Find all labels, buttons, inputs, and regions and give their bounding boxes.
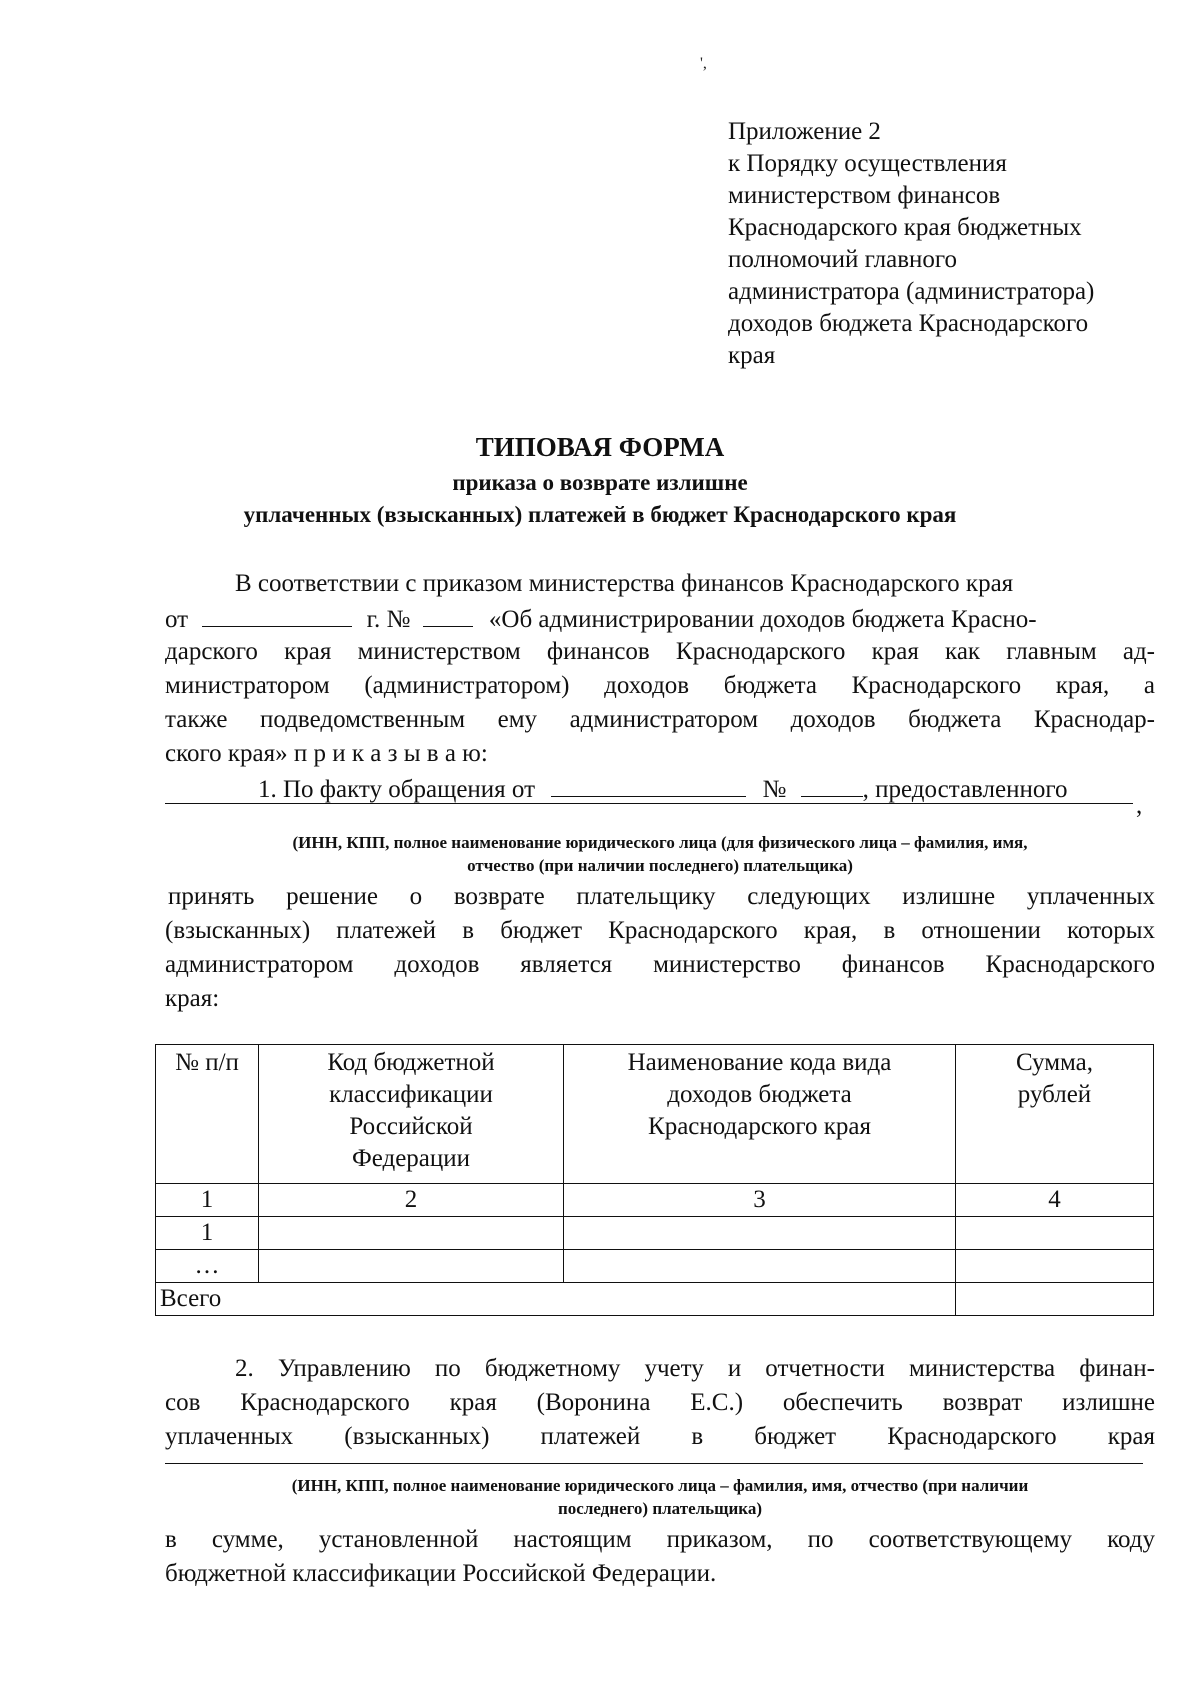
table-total-row: [156, 1283, 1154, 1316]
item2-line-3: уплаченных (взысканных) платежей в бюджет Краснодарского края: [165, 1423, 1155, 1450]
table-row: [156, 1250, 1154, 1283]
item1-decision-line-1: принять решение о возврате плательщику следующих излишне уплаченных: [168, 883, 1155, 910]
header-income-name-line: Наименование кода вида: [627, 1049, 892, 1076]
request-number-blank: [801, 774, 863, 797]
item2-line-1: 2. Управлению по бюджетному учету и отчетности министерства финан-: [235, 1355, 1155, 1382]
table-cell: 1: [156, 1184, 259, 1217]
item1-number-label: №: [762, 776, 787, 803]
para1-line-4: министратором (администратором) доходов бюджета Краснодарского края, а: [165, 672, 1155, 699]
document-subtitle-2: уплаченных (взысканных) платежей в бюджет Краснодарского края: [243, 502, 957, 527]
item2-line-5: бюджетной классификации Российской Федерации.: [165, 1560, 717, 1587]
payer-note-line-2: отчество (при наличии последнего) плательщика): [467, 856, 853, 875]
para1-line-3: дарского края министерством финансов Краснодарского края как главным ад-: [165, 638, 1155, 665]
appendix-line: доходов бюджета Краснодарского: [728, 310, 1089, 337]
table-total-label: Всего: [156, 1283, 956, 1316]
item2-line-2: сов Краснодарского края (Воронина Е.С.) обеспечить возврат излишне: [165, 1389, 1155, 1416]
payer-blank-line-2: [165, 1463, 1143, 1464]
item1-decision-line-3: администратором доходов является министерство финансов Краснодарского: [165, 951, 1155, 978]
header-budget-code-line: Российской: [349, 1113, 473, 1140]
appendix-line: Краснодарского края бюджетных: [728, 214, 1082, 241]
table-cell: 3: [564, 1184, 956, 1217]
header-income-name-line: Краснодарского края: [648, 1113, 871, 1140]
header-amount-line: рублей: [1017, 1081, 1092, 1108]
item1-line: [258, 774, 1158, 804]
table-row: [156, 1217, 1154, 1250]
scan-mark: ',: [700, 55, 707, 72]
payer-blank-line: [165, 803, 1133, 804]
header-income-name: [564, 1045, 956, 1184]
appendix-header: [728, 116, 1188, 372]
date-blank: [202, 604, 352, 627]
item1-decision-line-4: края:: [165, 985, 220, 1012]
table-column-number-row: [156, 1184, 1154, 1217]
header-budget-code-line: Федерации: [351, 1145, 471, 1172]
appendix-line: Приложение 2: [728, 118, 881, 145]
header-amount-line: Сумма,: [1015, 1049, 1094, 1076]
table-cell: [956, 1217, 1154, 1250]
table-cell: [564, 1250, 956, 1283]
para1-line-6: ского края» п р и к а з ы в а ю:: [165, 740, 488, 767]
table-cell: [259, 1217, 564, 1250]
appendix-line: к Порядку осуществления: [728, 150, 1007, 177]
request-date-blank: [551, 774, 746, 797]
header-number: [156, 1045, 259, 1184]
appendix-line: края: [728, 342, 776, 369]
para1-order-title: «Об администрировании доходов бюджета Красно-: [488, 606, 1037, 633]
item1-decision-line-2: (взысканных) платежей в бюджет Краснодарского края, в отношении которых: [165, 917, 1155, 944]
appendix-line: министерством финансов: [728, 182, 1001, 209]
table-cell: [956, 1283, 1154, 1316]
header-budget-code-line: классификации: [329, 1081, 493, 1108]
para1-number-label: г. №: [366, 606, 411, 633]
document-subtitle-1: приказа о возврате излишне: [452, 470, 748, 495]
appendix-line: администратора (администратора): [728, 278, 1095, 305]
appendix-line: полномочий главного: [728, 246, 958, 273]
number-blank: [423, 604, 473, 627]
table-cell: …: [156, 1250, 259, 1283]
document-title: ТИПОВАЯ ФОРМА: [475, 432, 725, 462]
payer-note-2-line-2: последнего) плательщика): [557, 1499, 762, 1518]
header-income-name-line: доходов бюджета: [667, 1081, 852, 1108]
payer-note-2-line-1: (ИНН, КПП, полное наименование юридического лица – фамилия, имя, отчество (при наличии: [291, 1476, 1029, 1495]
para1-line-5: также подведомственным ему администратором доходов бюджета Краснодар-: [165, 706, 1155, 733]
table-cell: 4: [956, 1184, 1154, 1217]
payer-comma: ,: [1136, 792, 1143, 819]
para1-from: от: [165, 606, 189, 633]
table-cell: 1: [156, 1217, 259, 1250]
header-budget-code-line: Код бюджетной: [327, 1049, 495, 1076]
table-cell: [259, 1250, 564, 1283]
item1-request-label: 1. По факту обращения от: [258, 776, 536, 803]
para1-line-1: В соответствии с приказом министерства финансов Краснодарского края: [235, 570, 1014, 597]
table-cell: [956, 1250, 1154, 1283]
table-cell: 2: [259, 1184, 564, 1217]
item2-line-4: в сумме, установленной настоящим приказом, по соответствующему коду: [165, 1526, 1155, 1553]
refund-table: [155, 1044, 1154, 1316]
para1-line-2: [165, 604, 1155, 634]
table-cell: [564, 1217, 956, 1250]
payer-note-line-1: (ИНН, КПП, полное наименование юридического лица (для физического лица – фамилия, имя,: [292, 833, 1028, 852]
item1-provided-label: , предоставленного: [862, 776, 1068, 803]
header-number-text: № п/п: [175, 1049, 239, 1076]
table-header-row: [156, 1045, 1154, 1184]
header-budget-code: [259, 1045, 564, 1184]
header-amount: [956, 1045, 1154, 1184]
